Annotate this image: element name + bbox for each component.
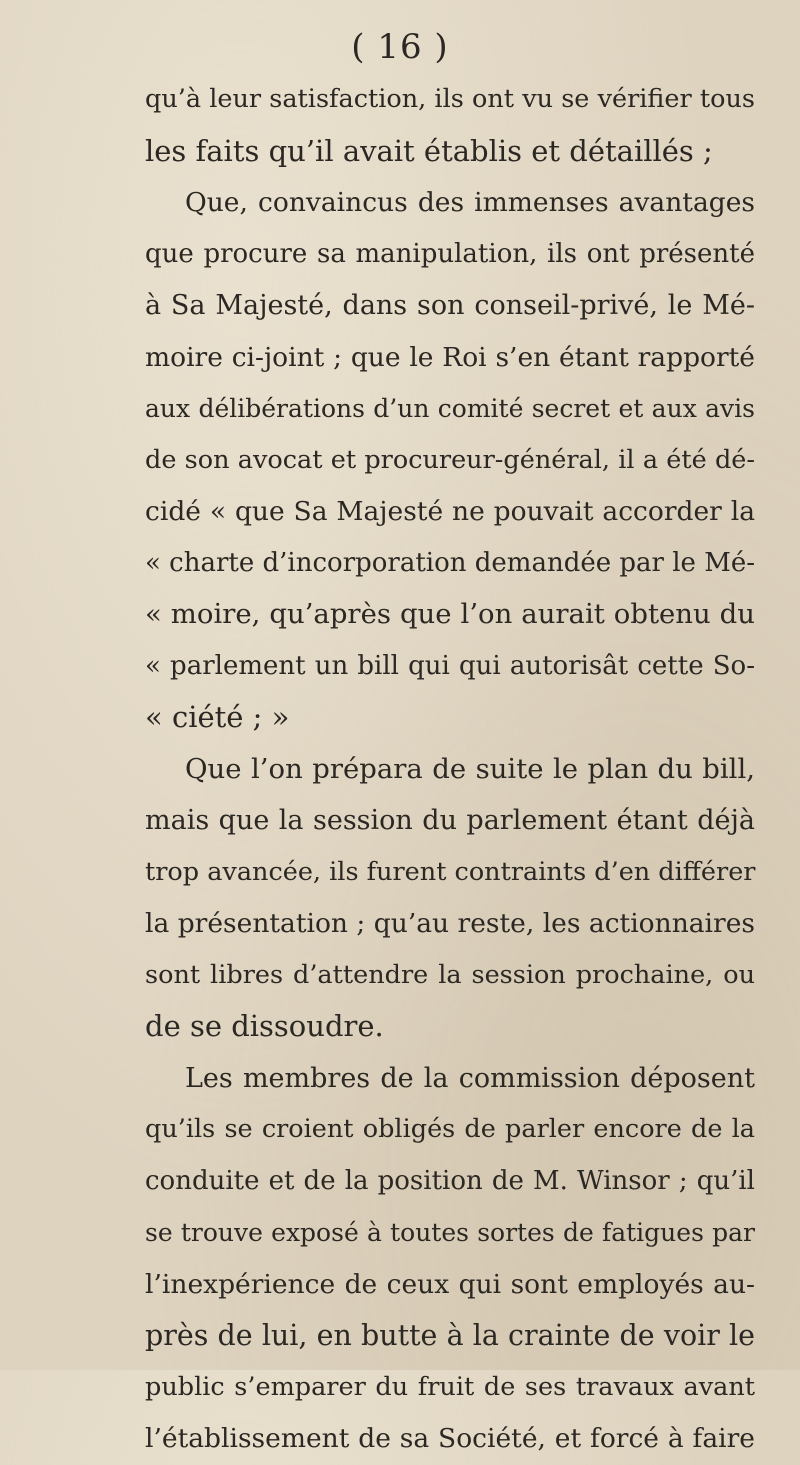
text-line: « ciété ; »: [145, 700, 290, 734]
text-line: la présentation ; qu’au reste, les actionnaires: [145, 908, 755, 939]
text-line: « moire, qu’après que l’on aurait obtenu du: [145, 598, 755, 630]
text-line: de se dissoudre.: [145, 1009, 384, 1043]
text-line: cidé « que Sa Majesté ne pouvait accorder la: [145, 496, 755, 527]
paragraph-start-line: Que, convaincus des immenses avantages: [185, 187, 755, 218]
text-line: les faits qu’il avait établis et détaillés ;: [145, 133, 713, 168]
text-line: aux délibérations d’un comité secret et aux avis: [145, 394, 755, 423]
text-line: « charte d’incorporation demandée par le Mé-: [145, 547, 755, 578]
body-text: [145, 74, 755, 1465]
text-line: sont libres d’attendre la session prochaine, ou: [145, 959, 755, 990]
text-line: l’établissement de sa Société, et forcé à faire: [145, 1423, 755, 1454]
text-line: que procure sa manipulation, ils ont présenté: [145, 238, 755, 269]
text-line: conduite et de la position de M. Winsor ; qu’il: [145, 1165, 755, 1196]
text-line: de son avocat et procureur-général, il a été dé-: [145, 444, 755, 475]
text-line: l’inexpérience de ceux qui sont employés au-: [145, 1268, 755, 1300]
paragraph-start-line: Que l’on prépara de suite le plan du bill,: [185, 752, 755, 785]
text-line: moire ci-joint ; que le Roi s’en étant rapporté: [145, 341, 755, 373]
text-line: trop avancée, ils furent contraints d’en différer: [145, 856, 756, 887]
text-line: mais que la session du parlement étant déjà: [145, 805, 755, 836]
text-line: se trouve exposé à toutes sortes de fatigues par: [145, 1218, 755, 1247]
text-line: près de lui, en butte à la crainte de voir le: [145, 1319, 755, 1352]
page-number: ( 16 ): [351, 27, 449, 67]
text-line: public s’emparer du fruit de ses travaux avant: [145, 1371, 755, 1402]
text-line: « parlement un bill qui qui autorisât cette So-: [145, 650, 755, 681]
paragraph-start-line: Les membres de la commission déposent: [185, 1062, 755, 1094]
text-line: qu’ils se croient obligés de parler encore de la: [145, 1114, 755, 1144]
text-line: qu’à leur satisfaction, ils ont vu se vérifier tous: [145, 84, 755, 114]
text-line: à Sa Majesté, dans son conseil-privé, le Mé-: [145, 290, 755, 321]
